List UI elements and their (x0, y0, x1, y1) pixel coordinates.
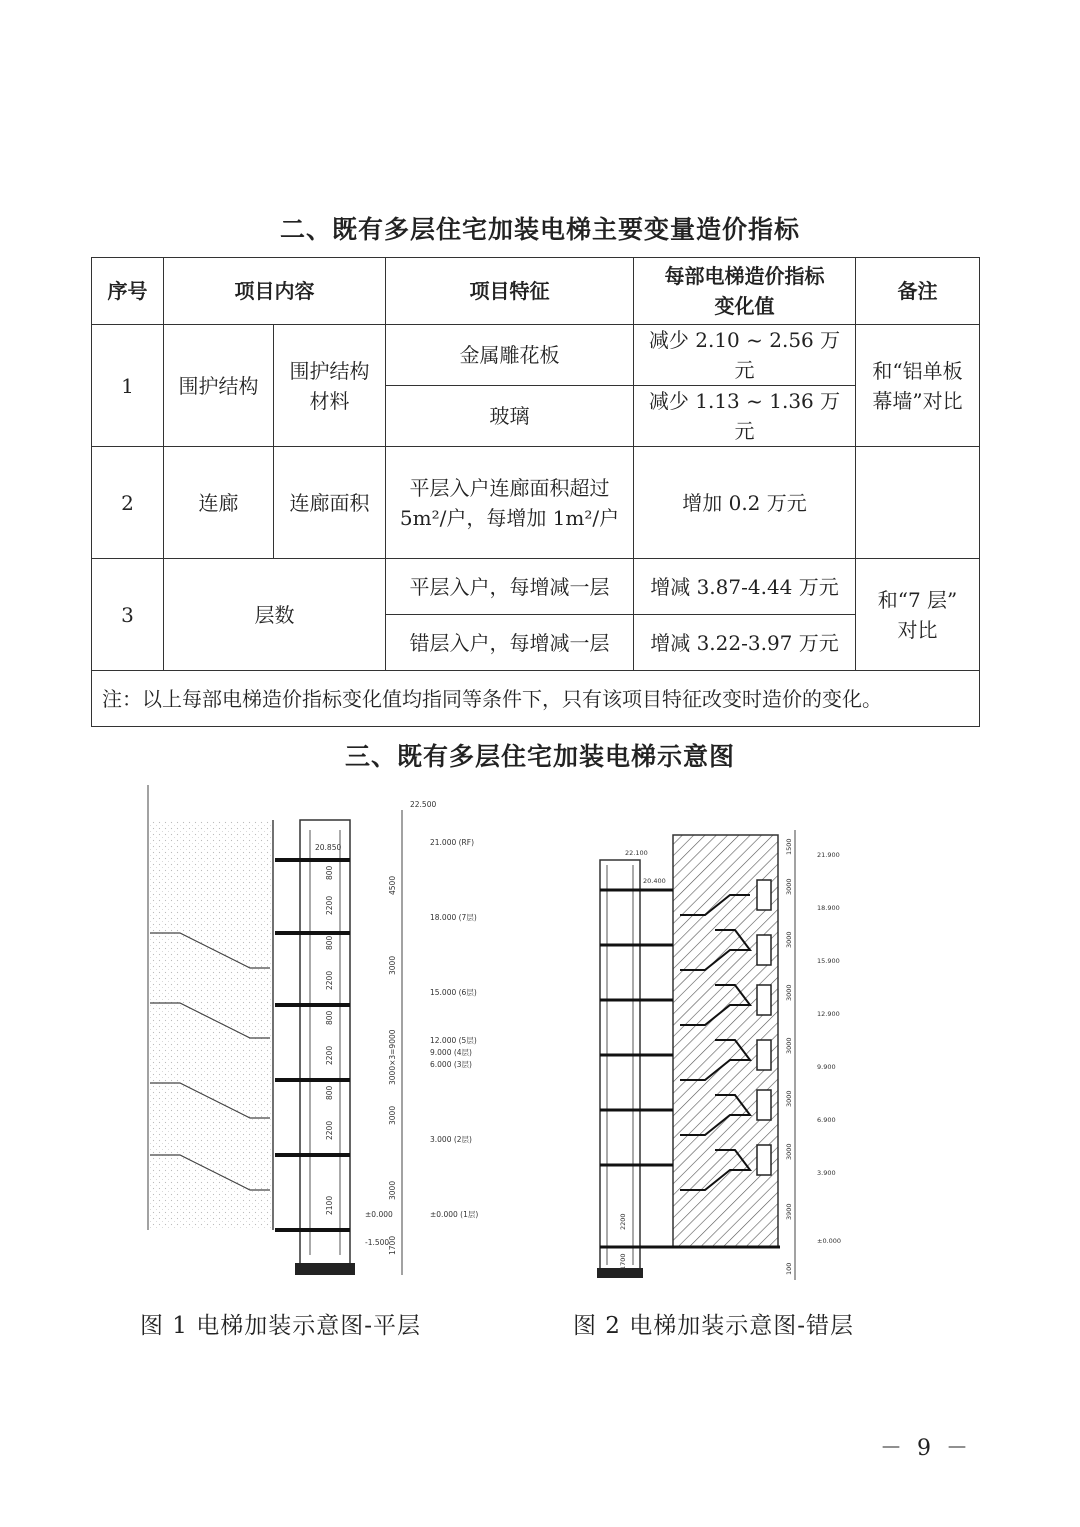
fig1-dim: 2200 (325, 1120, 334, 1140)
table-note: 注：以上每部电梯造价指标变化值均指同等条件下，只有该项目特征改变时造价的变化。 (92, 671, 980, 727)
fig1-dim: 800 (325, 865, 334, 880)
row1-value-b: 减少 1.13 ~ 1.36 万元 (634, 386, 856, 447)
row3-feature-b: 错层入户，每增减一层 (386, 615, 634, 671)
elevator-shaft (600, 860, 640, 1270)
fig1-dim: 2200 (325, 895, 334, 915)
row1-sub-line2: 材料 (309, 388, 350, 413)
fig2-label: ±0.000 (817, 1237, 842, 1245)
landing-slabs (275, 860, 350, 1230)
fig1-dim: 2200 (325, 1045, 334, 1065)
fig2-dim: 3900 (785, 1203, 793, 1220)
row3-content: 层数 (164, 559, 386, 671)
fig2-dim: 1700 (619, 1253, 627, 1270)
fig1-dim: 800 (325, 1085, 334, 1100)
row3-value-b: 增减 3.22-3.97 万元 (634, 615, 856, 671)
row3-remark (856, 559, 980, 671)
row2-remark (856, 447, 980, 559)
fig1-label: 9.000 (4层) (430, 1048, 472, 1057)
page-number: － 9 － (880, 1436, 972, 1461)
row3-remark-line1: 和“7 层” (877, 587, 958, 612)
fig2-label: 9.900 (817, 1063, 836, 1071)
row2-feature-line1: 平层入户连廊面积超过 (409, 475, 610, 500)
table-row (92, 447, 980, 559)
fig2-label: 6.900 (817, 1116, 836, 1124)
fig1-label: 15.000 (6层) (430, 988, 477, 997)
header-remark: 备注 (856, 258, 980, 325)
fig2-dim: 2200 (619, 1213, 627, 1230)
fig2-label: 20.400 (643, 877, 666, 885)
fig1-label: -1.500 (365, 1238, 390, 1247)
fig1-label: 20.850 (315, 843, 342, 852)
figure2-caption: 图 2 电梯加装示意图-错层 (573, 1313, 855, 1339)
fig1-dim: 2200 (325, 970, 334, 990)
fig2-dim: 100 (785, 1262, 793, 1275)
row2-value: 增加 0.2 万元 (634, 447, 856, 559)
fig1-label: ±0.000 (1层) (430, 1210, 479, 1219)
fig1-dim: 3000×3=9000 (388, 1029, 397, 1085)
window-2 (757, 935, 771, 965)
row1-remark (856, 325, 980, 447)
row1-feature-a: 金属雕花板 (386, 325, 634, 386)
existing-building-wall (148, 820, 273, 1230)
fig1-dim: 4500 (388, 875, 397, 895)
row1-sub-line1: 围护结构 (289, 358, 370, 383)
window-3 (757, 985, 771, 1015)
fig2-label: 15.900 (817, 957, 840, 965)
pit-foundation (295, 1263, 355, 1275)
row1-content: 围护结构 (164, 325, 274, 447)
window-1 (757, 880, 771, 910)
fig2-label: 3.900 (817, 1169, 836, 1177)
fig2-dim: 3000 (785, 1037, 793, 1054)
row3-remark-line2: 对比 (897, 617, 938, 642)
row1-remark-line1: 和“铝单板 (872, 358, 963, 383)
fig2-dim: 3000 (785, 878, 793, 895)
figure2-drawing (585, 785, 875, 1290)
fig1-dim: 1700 (388, 1235, 397, 1255)
row1-sub (274, 325, 386, 447)
header-content: 项目内容 (164, 258, 386, 325)
figure1-drawing (140, 785, 520, 1290)
row1-seq: 1 (92, 325, 164, 447)
fig1-label: 12.000 (5层) (430, 1036, 477, 1045)
row2-feature-line2: 5m²/户，每增加 1m²/户 (399, 505, 620, 530)
fig1-label: 22.500 (410, 800, 437, 809)
row3-seq: 3 (92, 559, 164, 671)
fig2-label: 12.900 (817, 1010, 840, 1018)
table-note-row (92, 671, 980, 727)
fig2-dim: 1500 (785, 838, 793, 855)
fig2-dim: 3000 (785, 1143, 793, 1160)
fig1-dim: 800 (325, 935, 334, 950)
row1-feature-b: 玻璃 (386, 386, 634, 447)
fig2-label: 18.900 (817, 904, 840, 912)
figure1-caption: 图 1 电梯加装示意图-平层 (140, 1313, 422, 1339)
window-4 (757, 1040, 771, 1070)
header-index (634, 258, 856, 325)
table-row (92, 559, 980, 615)
fig1-label: 18.000 (7层) (430, 913, 477, 922)
row2-seq: 2 (92, 447, 164, 559)
fig1-label: 3.000 (2层) (430, 1135, 472, 1144)
fig1-dim: 3000 (388, 1105, 397, 1125)
fig2-dim: 3000 (785, 931, 793, 948)
cost-index-table (91, 257, 980, 727)
window-6 (757, 1145, 771, 1175)
row1-value-a: 减少 2.10 ~ 2.56 万元 (634, 325, 856, 386)
row3-value-a: 增减 3.87-4.44 万元 (634, 559, 856, 615)
fig2-label: 21.900 (817, 851, 840, 859)
fig1-label: 6.000 (3层) (430, 1060, 472, 1069)
fig1-dim: 2100 (325, 1195, 334, 1215)
fig1-dim: 800 (325, 1010, 334, 1025)
row3-feature-a: 平层入户，每增减一层 (386, 559, 634, 615)
header-feature: 项目特征 (386, 258, 634, 325)
section2-title: 二、既有多层住宅加装电梯主要变量造价指标 (279, 215, 800, 244)
header-index-line1: 每部电梯造价指标 (664, 264, 825, 288)
row1-remark-line2: 幕墙”对比 (872, 388, 963, 413)
table-row (92, 325, 980, 386)
row2-feature (386, 447, 634, 559)
header-index-line2: 变化值 (714, 294, 775, 318)
row2-content: 连廊 (164, 447, 274, 559)
fig2-dim: 3000 (785, 1090, 793, 1107)
row2-sub: 连廊面积 (274, 447, 386, 559)
section3-title: 三、既有多层住宅加装电梯示意图 (344, 742, 735, 771)
table-header-row (92, 258, 980, 325)
fig1-dim: 3000 (388, 1180, 397, 1200)
fig1-dim: 3000 (388, 955, 397, 975)
fig1-label: ±0.000 (365, 1210, 393, 1219)
fig2-label: 22.100 (625, 849, 648, 857)
header-seq: 序号 (92, 258, 164, 325)
fig1-label: 21.000 (RF) (430, 838, 475, 847)
window-5 (757, 1090, 771, 1120)
fig2-dim: 3000 (785, 984, 793, 1001)
